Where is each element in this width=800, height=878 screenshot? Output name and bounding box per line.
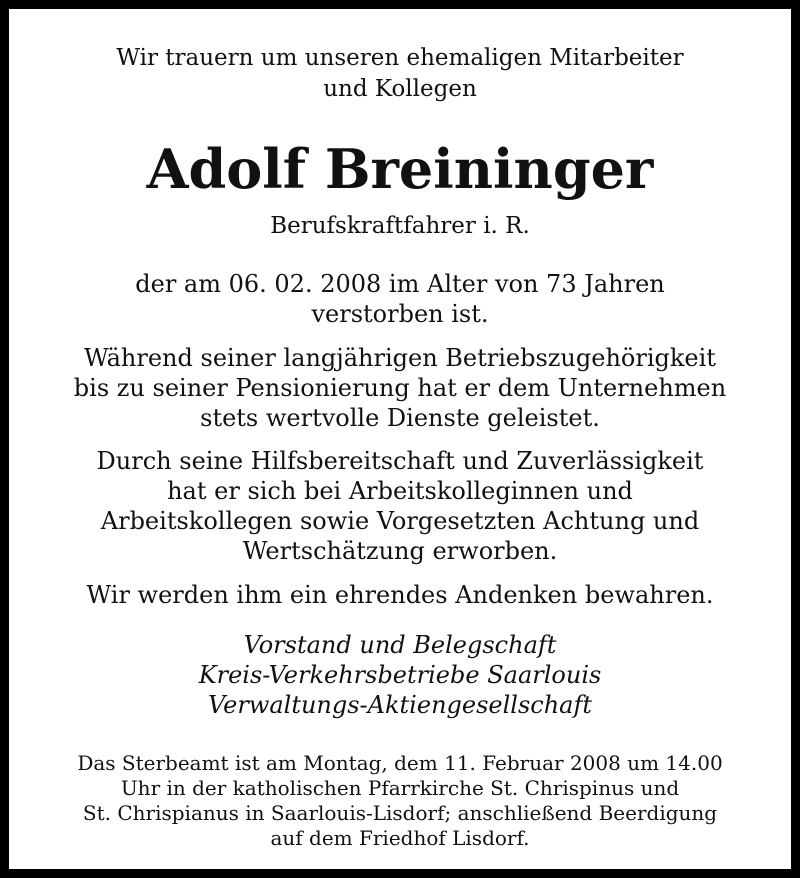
funeral-details	[18, 751, 782, 851]
helpfulness-paragraph	[18, 446, 782, 566]
intro-line: Wir trauern um unseren ehemaligen Mitarbeiter	[116, 45, 684, 71]
death-paragraph	[18, 269, 782, 329]
signature-block	[18, 630, 782, 720]
memory-line: Wir werden ihm ein ehrendes Andenken bewahren.	[86, 581, 714, 609]
death-line: verstorben ist.	[311, 300, 489, 328]
helpfulness-line: hat er sich bei Arbeitskolleginnen und	[167, 477, 633, 505]
deceased-name: Adolf Breininger	[146, 137, 654, 201]
profession-text: Berufskraftfahrer i. R.	[270, 213, 530, 239]
signature-line: Verwaltungs-Aktiengesellschaft	[207, 691, 593, 719]
funeral-line: St. Chrispianus in Saarlouis-Lisdorf; anschließend Beerdigung	[82, 801, 718, 825]
signature-line: Vorstand und Belegschaft	[243, 631, 557, 659]
death-line: der am 06. 02. 2008 im Alter von 73 Jahren	[135, 270, 665, 298]
funeral-line: Das Sterbeamt ist am Montag, dem 11. Februar 2008 um 14.00	[77, 751, 723, 775]
service-line: Während seiner langjährigen Betriebszugehörigkeit	[84, 344, 716, 372]
obituary-notice-content	[18, 18, 782, 860]
helpfulness-line: Durch seine Hilfsbereitschaft und Zuverlässigkeit	[96, 447, 704, 475]
service-paragraph	[18, 343, 782, 433]
signature-line: Kreis-Verkehrsbetriebe Saarlouis	[198, 661, 602, 689]
memory-paragraph	[18, 580, 782, 610]
funeral-line: auf dem Friedhof Lisdorf.	[270, 826, 530, 850]
service-line: bis zu seiner Pensionierung hat er dem Unternehmen	[73, 374, 727, 402]
service-line: stets wertvolle Dienste geleistet.	[200, 404, 600, 432]
funeral-line: Uhr in der katholischen Pfarrkirche St. Chrispinus und	[120, 776, 680, 800]
helpfulness-line: Arbeitskollegen sowie Vorgesetzten Achtung und	[100, 507, 700, 535]
intro-line: und Kollegen	[323, 76, 477, 102]
helpfulness-line: Wertschätzung erworben.	[242, 537, 558, 565]
intro-text	[18, 43, 782, 105]
